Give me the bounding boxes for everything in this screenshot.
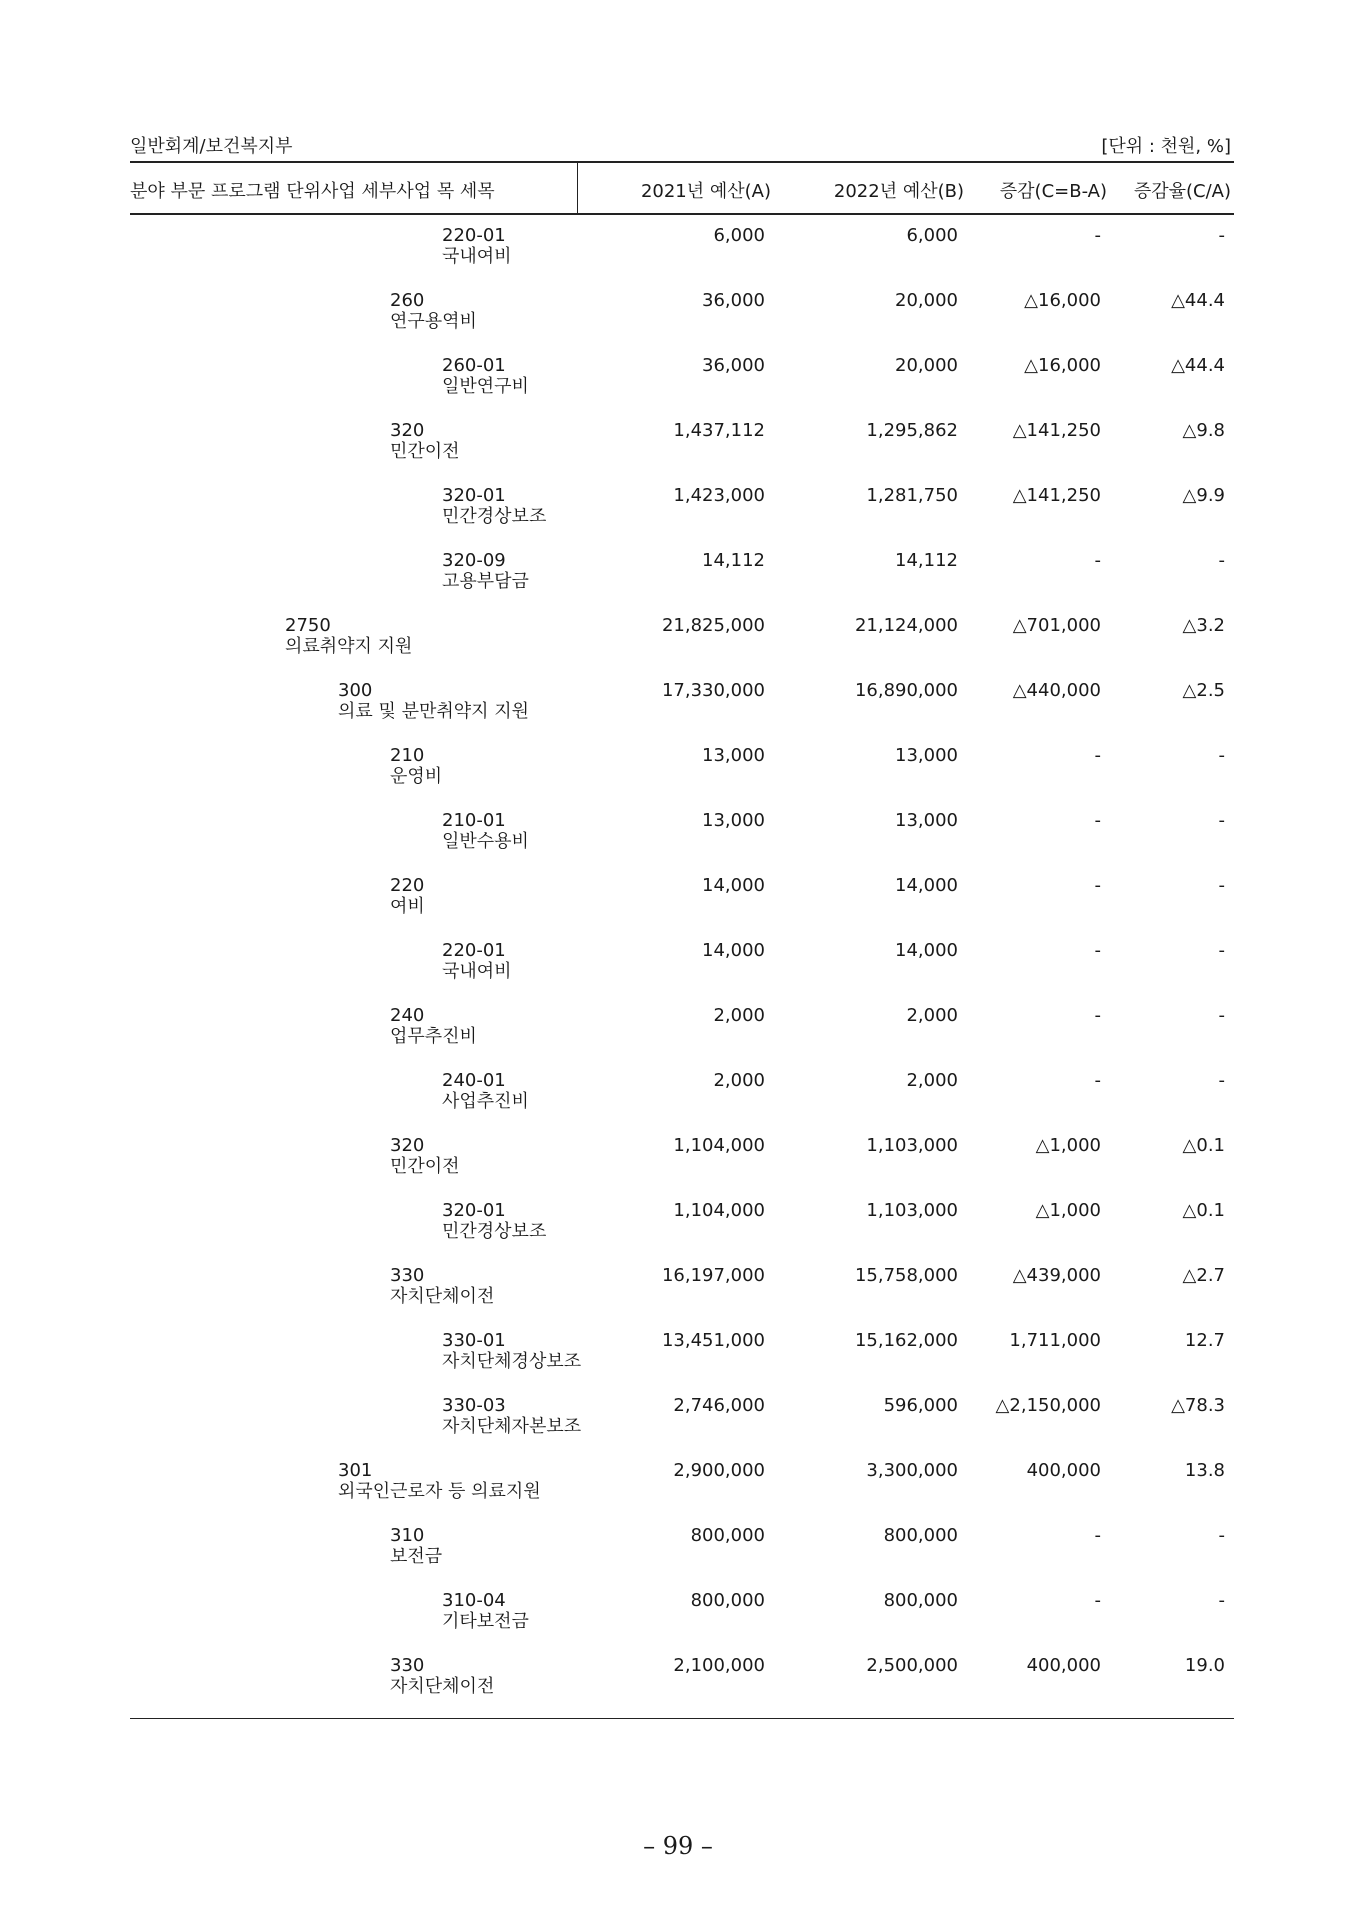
column-header-change-rate: 증감율(C/A) [1133,181,1231,202]
change-rate-cell: 13.8 [1184,1460,1225,1481]
table-row [0,1396,1356,1456]
budget-2021-cell: 14,112 [702,550,765,571]
budget-2022-cell: 13,000 [895,745,958,766]
budget-2021-cell: 36,000 [702,355,765,376]
budget-2021-cell: 17,330,000 [661,680,765,701]
row-code: 330-03 [442,1395,506,1416]
change-rate-cell: - [1218,225,1225,246]
change-cell: △1,000 [1035,1135,1101,1156]
table-row [0,681,1356,741]
budget-2021-cell: 13,000 [702,810,765,831]
change-cell: - [1094,875,1101,896]
row-name: 의료 및 분만취약지 지원 [338,701,530,722]
table-row [0,1071,1356,1131]
row-name: 보전금 [390,1546,443,1567]
row-name: 국내여비 [442,961,512,982]
change-rate-cell: - [1218,1525,1225,1546]
budget-2022-cell: 20,000 [895,355,958,376]
budget-2022-cell: 800,000 [883,1590,958,1611]
change-rate-cell: △9.8 [1182,420,1225,441]
budget-2022-cell: 2,000 [906,1005,958,1026]
page-number: – 99 – [643,1832,713,1860]
row-name: 자치단체이전 [390,1286,495,1307]
budget-2021-cell: 800,000 [690,1590,765,1611]
budget-2021-cell: 2,100,000 [673,1655,765,1676]
change-cell: △16,000 [1024,290,1101,311]
budget-2021-cell: 1,104,000 [673,1200,765,1221]
budget-2021-cell: 14,000 [702,940,765,961]
row-code: 220 [390,875,425,896]
row-code: 330 [390,1265,425,1286]
column-header-label: 분야 부문 프로그램 단위사업 세부사업 목 세목 [130,181,495,202]
row-name: 민간이전 [390,1156,460,1177]
header-bottom-rule [130,213,1234,215]
table-row [0,1331,1356,1391]
budget-2021-cell: 6,000 [713,225,765,246]
table-row [0,551,1356,611]
budget-2022-cell: 14,000 [895,940,958,961]
row-code: 310-04 [442,1590,506,1611]
row-code: 320-01 [442,1200,506,1221]
change-cell: △16,000 [1024,355,1101,376]
table-row [0,486,1356,546]
row-name: 자치단체자본보조 [442,1416,582,1437]
row-code: 2750 [285,615,331,636]
column-header-change: 증감(C=B-A) [999,181,1107,202]
budget-2022-cell: 1,281,750 [866,485,958,506]
change-rate-cell: - [1218,940,1225,961]
row-name: 자치단체이전 [390,1676,495,1697]
row-name: 운영비 [390,766,443,787]
budget-2022-cell: 13,000 [895,810,958,831]
change-rate-cell: 19.0 [1184,1655,1225,1676]
change-cell: △2,150,000 [995,1395,1101,1416]
row-name: 기타보전금 [442,1611,529,1632]
change-rate-cell: △2.5 [1182,680,1225,701]
change-rate-cell: △44.4 [1171,290,1225,311]
change-rate-cell: △3.2 [1182,615,1225,636]
budget-2021-cell: 800,000 [690,1525,765,1546]
row-code: 320-09 [442,550,506,571]
table-row [0,811,1356,871]
header-top-rule [130,161,1234,163]
change-rate-cell: △78.3 [1171,1395,1225,1416]
row-name: 고용부담금 [442,571,529,592]
budget-2021-cell: 21,825,000 [661,615,765,636]
table-row [0,616,1356,676]
column-header-2022: 2022년 예산(B) [833,181,964,202]
budget-2022-cell: 1,103,000 [866,1200,958,1221]
row-code: 310 [390,1525,425,1546]
budget-2022-cell: 800,000 [883,1525,958,1546]
budget-2021-cell: 36,000 [702,290,765,311]
row-code: 210 [390,745,425,766]
change-cell: - [1094,550,1101,571]
row-name: 일반연구비 [442,376,529,397]
row-name: 업무추진비 [390,1026,477,1047]
budget-2022-cell: 596,000 [883,1395,958,1416]
row-name: 외국인근로자 등 의료지원 [338,1481,541,1502]
row-code: 320-01 [442,485,506,506]
table-row [0,1136,1356,1196]
table-row [0,1656,1356,1716]
change-rate-cell: △0.1 [1182,1200,1225,1221]
row-code: 220-01 [442,940,506,961]
table-row [0,746,1356,806]
change-cell: - [1094,1005,1101,1026]
row-name: 민간경상보조 [442,506,547,527]
change-cell: △1,000 [1035,1200,1101,1221]
row-code: 330 [390,1655,425,1676]
change-cell: - [1094,1590,1101,1611]
budget-2022-cell: 21,124,000 [854,615,958,636]
budget-2022-cell: 20,000 [895,290,958,311]
change-cell: △141,250 [1012,420,1101,441]
row-code: 260-01 [442,355,506,376]
budget-2022-cell: 2,500,000 [866,1655,958,1676]
row-name: 사업추진비 [442,1091,529,1112]
table-row [0,1201,1356,1261]
row-name: 자치단체경상보조 [442,1351,582,1372]
table-row [0,1591,1356,1651]
change-cell: △701,000 [1012,615,1101,636]
budget-2022-cell: 15,162,000 [854,1330,958,1351]
unit-label: [단위 : 천원, %] [1101,136,1231,157]
row-code: 301 [338,1460,373,1481]
table-row [0,941,1356,1001]
budget-2021-cell: 14,000 [702,875,765,896]
table-row [0,226,1356,286]
budget-2022-cell: 14,112 [895,550,958,571]
budget-2022-cell: 1,295,862 [866,420,958,441]
row-code: 320 [390,420,425,441]
change-cell: - [1094,940,1101,961]
row-code: 240-01 [442,1070,506,1091]
row-name: 연구용역비 [390,311,477,332]
change-rate-cell: - [1218,550,1225,571]
budget-2022-cell: 1,103,000 [866,1135,958,1156]
budget-2022-cell: 14,000 [895,875,958,896]
budget-2021-cell: 13,000 [702,745,765,766]
row-code: 320 [390,1135,425,1156]
budget-2021-cell: 2,746,000 [673,1395,765,1416]
row-code: 210-01 [442,810,506,831]
budget-2021-cell: 16,197,000 [661,1265,765,1286]
account-title: 일반회계/보건복지부 [130,136,293,157]
change-cell: - [1094,745,1101,766]
change-cell: - [1094,1525,1101,1546]
change-rate-cell: - [1218,1070,1225,1091]
header-divider [577,163,578,214]
budget-2022-cell: 3,300,000 [866,1460,958,1481]
table-row [0,1526,1356,1586]
table-row [0,876,1356,936]
change-cell: △439,000 [1012,1265,1101,1286]
budget-2021-cell: 13,451,000 [661,1330,765,1351]
table-row [0,1006,1356,1066]
row-code: 300 [338,680,373,701]
change-rate-cell: △44.4 [1171,355,1225,376]
row-code: 240 [390,1005,425,1026]
change-cell: △141,250 [1012,485,1101,506]
change-cell: △440,000 [1012,680,1101,701]
budget-2021-cell: 1,423,000 [673,485,765,506]
budget-2021-cell: 2,000 [713,1005,765,1026]
change-rate-cell: - [1218,810,1225,831]
table-bottom-rule [130,1718,1234,1719]
budget-2021-cell: 1,437,112 [673,420,765,441]
row-name: 민간경상보조 [442,1221,547,1242]
budget-2022-cell: 16,890,000 [854,680,958,701]
row-name: 일반수용비 [442,831,529,852]
change-rate-cell: - [1218,1005,1225,1026]
row-code: 220-01 [442,225,506,246]
table-row [0,421,1356,481]
row-name: 의료취약지 지원 [285,636,413,657]
row-code: 330-01 [442,1330,506,1351]
row-name: 국내여비 [442,246,512,267]
change-rate-cell: - [1218,1590,1225,1611]
change-cell: 400,000 [1026,1655,1101,1676]
column-header-2021: 2021년 예산(A) [640,181,771,202]
change-rate-cell: △0.1 [1182,1135,1225,1156]
row-name: 여비 [390,896,425,917]
table-row [0,1461,1356,1521]
table-row [0,356,1356,416]
change-rate-cell: 12.7 [1184,1330,1225,1351]
change-cell: - [1094,810,1101,831]
budget-2021-cell: 1,104,000 [673,1135,765,1156]
budget-2022-cell: 15,758,000 [854,1265,958,1286]
change-cell: 400,000 [1026,1460,1101,1481]
budget-2022-cell: 2,000 [906,1070,958,1091]
row-code: 260 [390,290,425,311]
change-rate-cell: △2.7 [1182,1265,1225,1286]
table-row [0,291,1356,351]
change-rate-cell: △9.9 [1182,485,1225,506]
budget-2022-cell: 6,000 [906,225,958,246]
budget-2021-cell: 2,900,000 [673,1460,765,1481]
change-rate-cell: - [1218,875,1225,896]
table-row [0,1266,1356,1326]
change-cell: - [1094,225,1101,246]
budget-2021-cell: 2,000 [713,1070,765,1091]
change-cell: - [1094,1070,1101,1091]
row-name: 민간이전 [390,441,460,462]
change-cell: 1,711,000 [1009,1330,1101,1351]
change-rate-cell: - [1218,745,1225,766]
